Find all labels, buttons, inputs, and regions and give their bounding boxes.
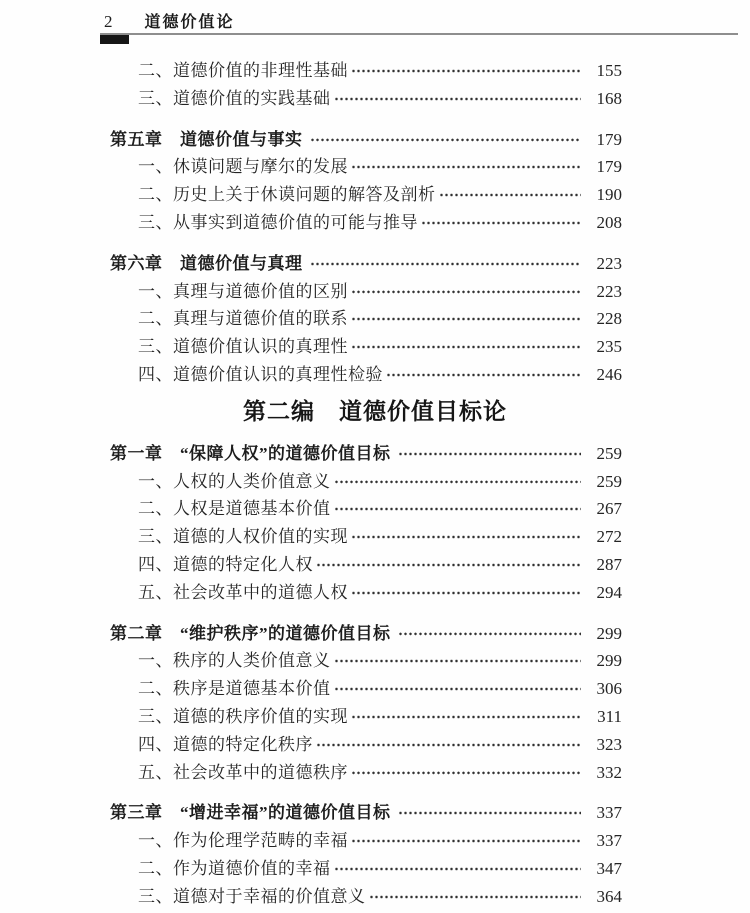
toc-entry-page: 208 <box>596 212 622 232</box>
toc-entry-title: 三、道德价值的实践基础 <box>138 88 331 108</box>
toc-chapter-row <box>100 250 622 278</box>
toc-entry-title: 四、道德的特定化秩序 <box>138 734 313 754</box>
toc-entry-page: 267 <box>596 499 622 519</box>
toc-section-row <box>100 305 622 333</box>
header-rule <box>100 33 738 35</box>
toc-entry-title: 一、作为伦理学范畴的幸福 <box>138 831 348 851</box>
dot-leader <box>351 523 581 551</box>
toc-entry-title: 第一章 “保障人权”的道德价值目标 <box>110 443 391 463</box>
running-header-line <box>100 13 738 31</box>
toc-entry-title: 五、社会改革中的道德人权 <box>138 582 348 602</box>
toc-section-row <box>100 883 622 911</box>
dot-leader <box>398 620 582 648</box>
toc-entry-title: 四、道德价值认识的真理性检验 <box>138 364 383 384</box>
toc-chapter-row <box>100 440 622 468</box>
dot-leader <box>351 278 581 306</box>
header-tab-mark <box>100 35 129 44</box>
dot-leader <box>351 579 581 607</box>
toc-entry-page: 364 <box>596 886 622 906</box>
dot-leader <box>351 305 581 333</box>
dot-leader <box>310 126 582 154</box>
toc-entry-title: 三、从事实到道德价值的可能与推导 <box>138 212 418 232</box>
dot-leader <box>351 153 581 181</box>
toc-entry-page: 168 <box>596 88 622 108</box>
toc-section-row <box>100 523 622 551</box>
toc-entry-page: 223 <box>596 281 622 301</box>
toc-entry-page: 306 <box>596 679 622 699</box>
toc-section-row <box>100 675 622 703</box>
toc-entry-title: 一、秩序的人类价值意义 <box>138 651 331 671</box>
toc-entry-page: 299 <box>596 651 622 671</box>
toc-entry-page: 323 <box>596 734 622 754</box>
toc-entry-title: 五、社会改革中的道德秩序 <box>138 762 348 782</box>
toc-section-row <box>100 551 622 579</box>
dot-leader <box>351 759 581 787</box>
toc-entry-title: 二、秩序是道德基本价值 <box>138 679 331 699</box>
toc-entry-page: 155 <box>596 61 622 80</box>
dot-leader <box>421 209 581 237</box>
dot-leader <box>316 731 581 759</box>
toc-entry-page: 259 <box>596 443 622 463</box>
toc-entry-page: 272 <box>596 527 622 547</box>
toc-section-row <box>100 855 622 883</box>
toc-section-row <box>100 333 622 361</box>
toc-entry-title: 第二章 “维护秩序”的道德价值目标 <box>110 623 391 643</box>
dot-leader <box>334 495 582 523</box>
toc-entry-title: 第三章 “增进幸福”的道德价值目标 <box>110 803 391 823</box>
dot-leader <box>398 440 582 468</box>
toc-entry-title: 一、人权的人类价值意义 <box>138 471 331 491</box>
toc-section-row <box>100 703 622 731</box>
dot-leader <box>398 799 582 827</box>
toc-section-row <box>100 579 622 607</box>
toc-entry-title: 二、人权是道德基本价值 <box>138 499 331 519</box>
toc-entry-page: 179 <box>596 129 622 149</box>
toc-chapter-row <box>100 799 622 827</box>
dot-leader <box>351 57 581 85</box>
toc-entry-title: 一、真理与道德价值的区别 <box>138 281 348 301</box>
toc-section-row <box>100 85 622 113</box>
toc-entry-title: 三、道德对于幸福的价值意义 <box>138 886 366 906</box>
dot-leader <box>369 883 582 911</box>
toc-entry-page: 347 <box>596 858 622 878</box>
toc-entry-page: 223 <box>596 253 622 273</box>
dot-leader <box>334 85 582 113</box>
toc-section-row <box>100 468 622 496</box>
toc-entry-title: 三、道德价值认识的真理性 <box>138 337 348 357</box>
toc-entry-title: 三、道德的人权价值的实现 <box>138 527 348 547</box>
header-book-title: 道德价值论 <box>144 14 235 31</box>
toc-chapter-row <box>100 620 622 648</box>
toc-section-row <box>100 153 622 181</box>
toc-entry-title: 二、道德价值的非理性基础 <box>138 61 348 80</box>
toc-section-row <box>100 827 622 855</box>
dot-leader <box>334 855 582 883</box>
toc-entry-title: 第五章 道德价值与事实 <box>110 129 303 149</box>
toc-section-row <box>100 361 622 389</box>
toc-section-row <box>100 759 622 787</box>
toc-entry-page: 235 <box>596 337 622 357</box>
dot-leader <box>334 468 582 496</box>
toc-entry-page: 337 <box>596 831 622 851</box>
toc-entry-title: 二、真理与道德价值的联系 <box>138 309 348 329</box>
dot-leader <box>386 361 581 389</box>
toc-entry-title: 第六章 道德价值与真理 <box>110 253 303 273</box>
toc-section-row <box>100 278 622 306</box>
dot-leader <box>351 703 581 731</box>
toc-entry-title: 二、历史上关于休谟问题的解答及剖析 <box>138 185 436 205</box>
toc-list <box>0 44 750 911</box>
toc-entry-title: 二、作为道德价值的幸福 <box>138 858 331 878</box>
toc-entry-page: 190 <box>596 185 622 205</box>
toc-chapter-row <box>100 126 622 154</box>
toc-section-row <box>100 495 622 523</box>
dot-leader <box>439 181 582 209</box>
toc-entry-page: 337 <box>596 803 622 823</box>
toc-section-row <box>100 731 622 759</box>
toc-entry-page: 228 <box>596 309 622 329</box>
page-header <box>100 0 738 44</box>
dot-leader <box>351 827 581 855</box>
header-page-number: 2 <box>104 12 113 31</box>
dot-leader <box>310 250 582 278</box>
toc-entry-title: 三、道德的秩序价值的实现 <box>138 706 348 726</box>
toc-entry-page: 259 <box>596 471 622 491</box>
toc-entry-page: 299 <box>596 623 622 643</box>
dot-leader <box>316 551 581 579</box>
dot-leader <box>334 675 582 703</box>
part-heading: 第二编 道德价值目标论 <box>243 398 507 424</box>
toc-section-row <box>100 181 622 209</box>
toc-entry-page: 179 <box>596 157 622 177</box>
toc-entry-page: 294 <box>596 582 622 602</box>
toc-section-row <box>100 209 622 237</box>
toc-entry-title: 一、休谟问题与摩尔的发展 <box>138 157 348 177</box>
toc-entry-page: 311 <box>597 706 622 726</box>
toc-entry-title: 四、道德的特定化人权 <box>138 554 313 574</box>
toc-entry-page: 287 <box>596 554 622 574</box>
dot-leader <box>334 647 582 675</box>
toc-section-row <box>100 647 622 675</box>
dot-leader <box>351 333 581 361</box>
toc-entry-page: 246 <box>596 364 622 384</box>
toc-section-row <box>100 57 622 85</box>
toc-entry-page: 332 <box>596 762 622 782</box>
